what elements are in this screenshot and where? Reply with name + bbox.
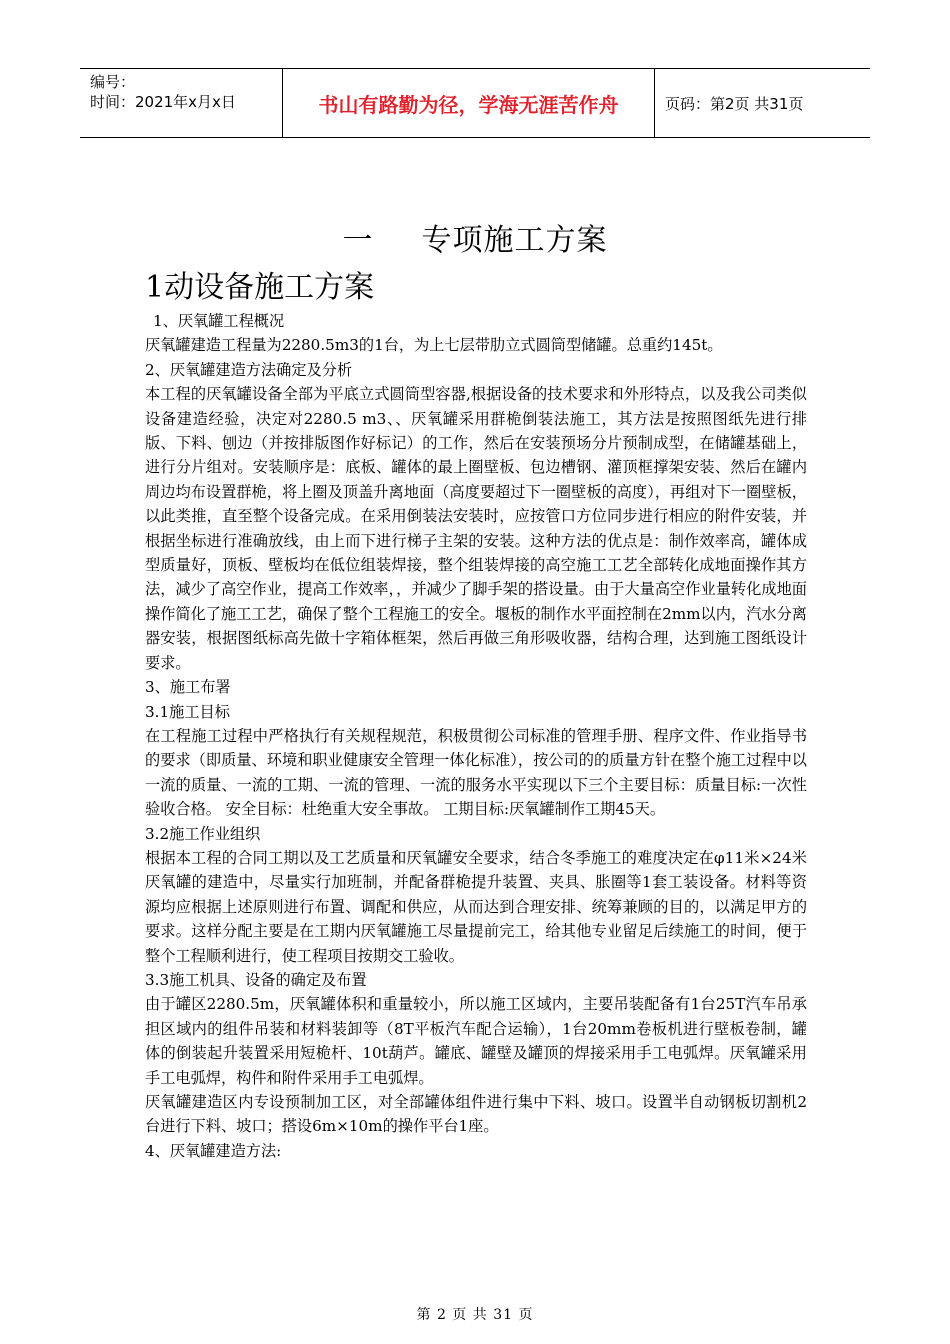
paragraph: 3.2施工作业组织 xyxy=(145,824,261,843)
paragraph: 在工程施工过程中严格执行有关规程规范，积极贯彻公司标准的管理手册、程序文件、作业指导书的要求（即质量、环境和职业健康安全管理一体化标准），按公司的的质量方针在整个施工过程中以一流的质量、一流的工期、一流的管理、一流的服务水平实现以下三个主要目标：质量目标:一次性验收合格。 安全目标：杜绝重大安全事故。 工期目标:厌氧罐制作工期45天。 xyxy=(145,726,807,819)
paragraph: 由于罐区2280.5m，厌氧罐体积和重量较小，所以施工区域内，主要吊装配备有1台25T汽车吊承担区域内的组件吊装和材料装卸等（8T平板汽车配合运输），1台20mm卷板机进行壁板卷制，罐体的倒装起升装置采用短桅杆、10t葫芦。罐底、罐壁及罐顶的焊接采用手工电弧焊。厌氧罐采用手工电弧焊，构件和附件采用手工电弧焊。 xyxy=(145,995,807,1087)
paragraph: 2、厌氧罐建造方法确定及分析 xyxy=(145,360,353,379)
title-number: 一 xyxy=(342,223,374,258)
date-label: 时间：2021年x月x日 xyxy=(90,93,236,111)
section-title: 1动设备施工方案 xyxy=(145,270,375,305)
paragraph: 厌氧罐建造区内专设预制加工区，对全部罐体组件进行集中下料、坡口。设置半自动钢板切割机2台进行下料、坡口；搭设6m×10m的操作平台1座。 xyxy=(145,1093,807,1136)
paragraph: 3.1施工目标 xyxy=(145,702,230,721)
paragraph: 根据本工程的合同工期以及工艺质量和厌氧罐安全要求，结合冬季施工的难度决定在φ11米×24米厌氧罐的建造中，尽量实行加班制，并配备群桅提升装置、夹具、胀圈等1套工装设备。材料等资源均应根据上述原则进行布置、调配和供应，从而达到合理安排、统筹兼顾的目的，以满足甲方的要求。这样分配主要是在工期内厌氧罐施工尽量提前完工，给其他专业留足后续施工的时间，便于整个工程顺利进行，使工程项目按期交工验收。 xyxy=(145,848,807,965)
paragraph: 厌氧罐建造工程量为2280.5m3的1台，为上七层带肋立式圆筒型储罐。总重约145t。 xyxy=(145,336,723,355)
header-page-info: 页码：第2页 共31页 xyxy=(665,94,804,113)
title-text: 专项施工方案 xyxy=(421,223,608,258)
header-meta xyxy=(80,69,283,137)
code-label: 编号： xyxy=(90,73,136,91)
body-text xyxy=(145,309,807,1163)
paragraph: 3、施工布署 xyxy=(145,678,231,697)
paragraph: 3.3施工机具、设备的确定及布置 xyxy=(145,970,367,989)
paragraph: 本工程的厌氧罐设备全部为平底立式圆筒型容器,根据设备的技术要求和外形特点，以及我公司类似设备建造经验，决定对2280.5 m3、、厌氧罐采用群桅倒装法施工，其方法是按照图纸先进行排版、下料、刨边（并按排版图作好标记）的工作，然后在安装预场分片预制成型，在储罐基础上，进行分片组对。安装顺序是：底板、罐体的最上圈壁板、包边槽钢、灌顶框撑架安装、然后在罐内周边均布设置群桅，将上圈及顶盖升离地面（高度要超过下一圈壁板的高度），再组对下一圈壁板，以此类推，直至整个设备完成。在采用倒装法安装时，应按管口方位同步进行相应的附件安装，并根据坐标进行准确放线，由上而下进行梯子主架的安装。这种方法的优点是：制作效率高，罐体成型质量好，顶板、壁板均在低位组装焊接，整个组装焊接的高空施工工艺全部转化成地面操作其方法，减少了高空作业，提高工作效率，，并减少了脚手架的搭设量。由于大量高空作业量转化成地面操作简化了施工工艺，确保了整个工程施工的安全。堰板的制作水平面控制在2mm以内，汽水分离器安装，根据图纸标高先做十字箱体框架，然后再做三角形吸收器，结构合理，达到施工图纸设计要求。 xyxy=(145,385,807,672)
page-footer: 第 2 页 共 31 页 xyxy=(416,1307,534,1323)
paragraph: 4、厌氧罐建造方法: xyxy=(145,1141,282,1160)
header-motto: 书山有路勤为径，学海无涯苦作舟 xyxy=(283,69,655,137)
header-table xyxy=(80,68,870,138)
paragraph: 1、厌氧罐工程概况 xyxy=(153,312,285,330)
document-title xyxy=(0,215,950,259)
